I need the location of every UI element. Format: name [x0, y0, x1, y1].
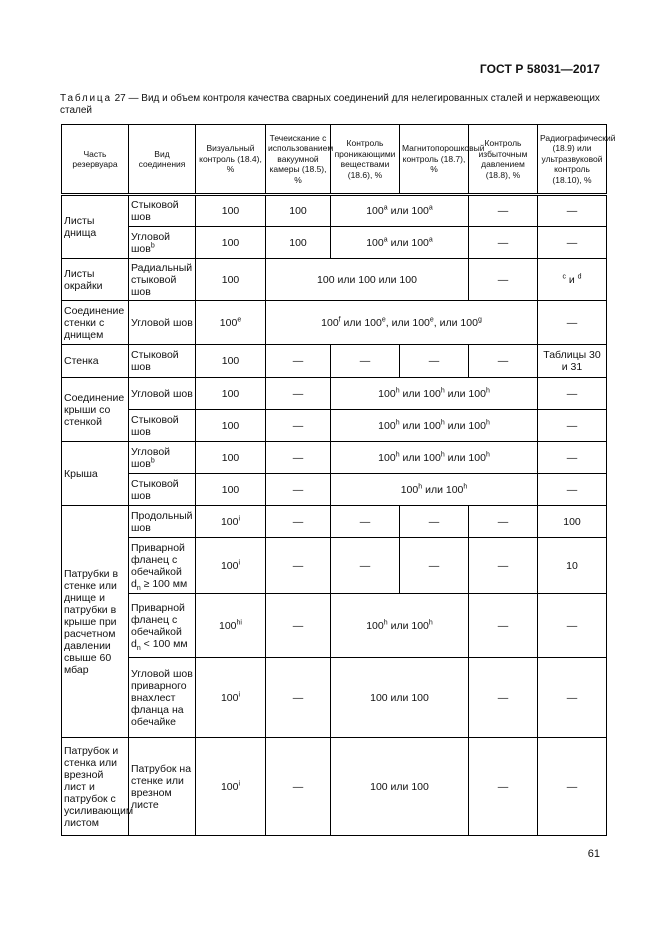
cell-penetrant-magnetic: 100 или 100 — [331, 738, 469, 836]
col-header-penetrant: Контроль проникающими веществами (18.6), % — [331, 125, 400, 195]
cell-type: Стыковой шов — [129, 195, 196, 227]
cell-vacuum: — — [266, 594, 331, 658]
cell-vacuum: — — [266, 442, 331, 474]
table-row — [62, 738, 607, 836]
cell-type: Приварной фланец с обечайкой $d_n < 100$ мм — [129, 594, 196, 658]
cell-radiographic: — — [538, 410, 607, 442]
table-row — [62, 301, 607, 345]
cell-penetrant-magnetic: 100 или 100 — [331, 658, 469, 738]
cell-type: Угловой шов приварного внахлест фланца на обечайке — [129, 658, 196, 738]
cell-vacuum-penetrant-magnetic: 100 или 100 или 100 — [266, 259, 469, 301]
col-header-radiographic: Радиографический (18.9) или ультразвуковой контроль (18.10), % — [538, 125, 607, 195]
cell-type: Угловой шов — [129, 378, 196, 410]
table-row — [62, 259, 607, 301]
col-header-pressure: Контроль избыточным давлением (18.8), % — [469, 125, 538, 195]
cell-radiographic: 100 — [538, 506, 607, 538]
cell-visual: 100 — [196, 227, 266, 259]
cell-visual: 100$^i$ — [196, 506, 266, 538]
cell-pressure: — — [469, 594, 538, 658]
cell-radiographic: — — [538, 195, 607, 227]
cell-penetrant-magnetic: 100$^a$ или 100$^a$ — [331, 227, 469, 259]
cell-vacuum: — — [266, 345, 331, 378]
table-row — [62, 594, 607, 658]
table-row — [62, 474, 607, 506]
cell-penetrant: — — [331, 538, 400, 594]
cell-type: Продольный шов — [129, 506, 196, 538]
cell-visual: 100 — [196, 345, 266, 378]
cell-radiographic: — — [538, 658, 607, 738]
cell-vacuum: — — [266, 474, 331, 506]
cell-part: Патрубок и стенка или врезной лист и патрубок с усиливающим листом — [62, 738, 129, 836]
cell-part: Патрубки в стенке или днище и патрубки в крыше при расчетном давлении свыше 60 мбар — [62, 506, 129, 738]
cell-visual: 100e — [196, 301, 266, 345]
cell-visual: $100^{hi}$ — [196, 594, 266, 658]
table-caption — [60, 93, 605, 117]
cell-vacuum: — — [266, 658, 331, 738]
table-row — [62, 378, 607, 410]
cell-pressure: — — [469, 538, 538, 594]
cell-pressure: — — [469, 259, 538, 301]
cell-radiographic: 10 — [538, 538, 607, 594]
cell-type: Патрубок на стенке или врезном листе — [129, 738, 196, 836]
cell-visual: 100 — [196, 195, 266, 227]
col-header-magnetic: Магнитопорошковый контроль (18.7), % — [400, 125, 469, 195]
table-row — [62, 506, 607, 538]
cell-pressure: — — [469, 195, 538, 227]
cell-part: Листы окрайки — [62, 259, 129, 301]
cell-magnetic: — — [400, 538, 469, 594]
cell-type: Радиальный стыковой шов — [129, 259, 196, 301]
cell-pressure: — — [469, 658, 538, 738]
cell-vacuum-penetrant-magnetic-pressure: 100$^f$ или 100e, или 100e, или 100$^g$ — [266, 301, 538, 345]
cell-penetrant-magnetic-pressure: 100$^h$ или 100$^h$ или 100$^h$ — [331, 442, 538, 474]
cell-part: Листы днища — [62, 195, 129, 259]
cell-visual: 100$^i$ — [196, 658, 266, 738]
cell-vacuum: — — [266, 738, 331, 836]
cell-penetrant-magnetic-pressure: 100$^h$ или 100$^h$ или 100$^h$ — [331, 410, 538, 442]
table-row — [62, 538, 607, 594]
cell-vacuum: 100 — [266, 227, 331, 259]
table-row — [62, 227, 607, 259]
cell-penetrant-magnetic-pressure: 100$^h$ или 100$^h$ — [331, 474, 538, 506]
col-header-vacuum: Течеискание с использованием вакуумной камеры (18.5), % — [266, 125, 331, 195]
cell-visual: 100 — [196, 259, 266, 301]
cell-penetrant-magnetic: 100$^h$ или 100$^h$ — [331, 594, 469, 658]
caption-label: Таблица — [60, 93, 112, 104]
cell-visual: 100 — [196, 410, 266, 442]
cell-vacuum: 100 — [266, 195, 331, 227]
cell-part: Стенка — [62, 345, 129, 378]
cell-type: Угловой шов — [129, 301, 196, 345]
cell-penetrant-magnetic: 100$^a$ или 100$^a$ — [331, 195, 469, 227]
cell-visual: 100$^i$ — [196, 738, 266, 836]
caption-text: 27 — Вид и объем контроля качества сварных соединений для нелегированных сталей и нержавеющих сталей — [60, 93, 600, 116]
cell-radiographic: Таблицы 30 и 31 — [538, 345, 607, 378]
cell-type: Стыковой шов — [129, 474, 196, 506]
weld-inspection-table — [61, 124, 616, 836]
cell-magnetic: — — [400, 506, 469, 538]
cell-type: Стыковой шов — [129, 410, 196, 442]
cell-radiographic: — — [538, 301, 607, 345]
cell-visual: 100 — [196, 378, 266, 410]
cell-type: Угловой шов$^b$ — [129, 227, 196, 259]
cell-pressure: — — [469, 738, 538, 836]
cell-part: Соединение крыши со стенкой — [62, 378, 129, 442]
cell-visual: 100 — [196, 442, 266, 474]
cell-magnetic: — — [400, 345, 469, 378]
col-header-joint-type: Вид соединения — [129, 125, 196, 195]
cell-visual: 100$^i$ — [196, 538, 266, 594]
cell-vacuum: — — [266, 506, 331, 538]
table-row — [62, 345, 607, 378]
cell-vacuum: — — [266, 410, 331, 442]
cell-visual: 100 — [196, 474, 266, 506]
cell-pressure: — — [469, 345, 538, 378]
header-row — [62, 125, 607, 195]
cell-radiographic: — — [538, 227, 607, 259]
cell-vacuum: — — [266, 538, 331, 594]
cell-type: Приварной фланец с обечайкой $d_n \ge 100$ мм — [129, 538, 196, 594]
table-row — [62, 410, 607, 442]
cell-penetrant-magnetic-pressure: 100$^h$ или 100$^h$ или 100$^h$ — [331, 378, 538, 410]
cell-radiographic: — — [538, 378, 607, 410]
cell-penetrant: — — [331, 506, 400, 538]
table-row — [62, 195, 607, 227]
cell-vacuum: — — [266, 378, 331, 410]
cell-radiographic: — — [538, 474, 607, 506]
cell-pressure: — — [469, 227, 538, 259]
page-number: 61 — [587, 848, 600, 860]
cell-pressure: — — [469, 506, 538, 538]
cell-radiographic: — — [538, 442, 607, 474]
cell-part: Крыша — [62, 442, 129, 506]
table-row — [62, 442, 607, 474]
cell-type: Угловой шов$^b$ — [129, 442, 196, 474]
standard-designation: ГОСТ Р 58031—2017 — [479, 62, 600, 76]
col-header-part: Часть резервуара — [62, 125, 129, 195]
cell-radiographic: — — [538, 738, 607, 836]
cell-penetrant: — — [331, 345, 400, 378]
cell-type: Стыковой шов — [129, 345, 196, 378]
table-row — [62, 658, 607, 738]
cell-radiographic: — — [538, 594, 607, 658]
cell-radiographic: $^c$ и $^d$ — [538, 259, 607, 301]
col-header-visual: Визуальный контроль (18.4), % — [196, 125, 266, 195]
cell-part: Соединение стенки с днищем — [62, 301, 129, 345]
